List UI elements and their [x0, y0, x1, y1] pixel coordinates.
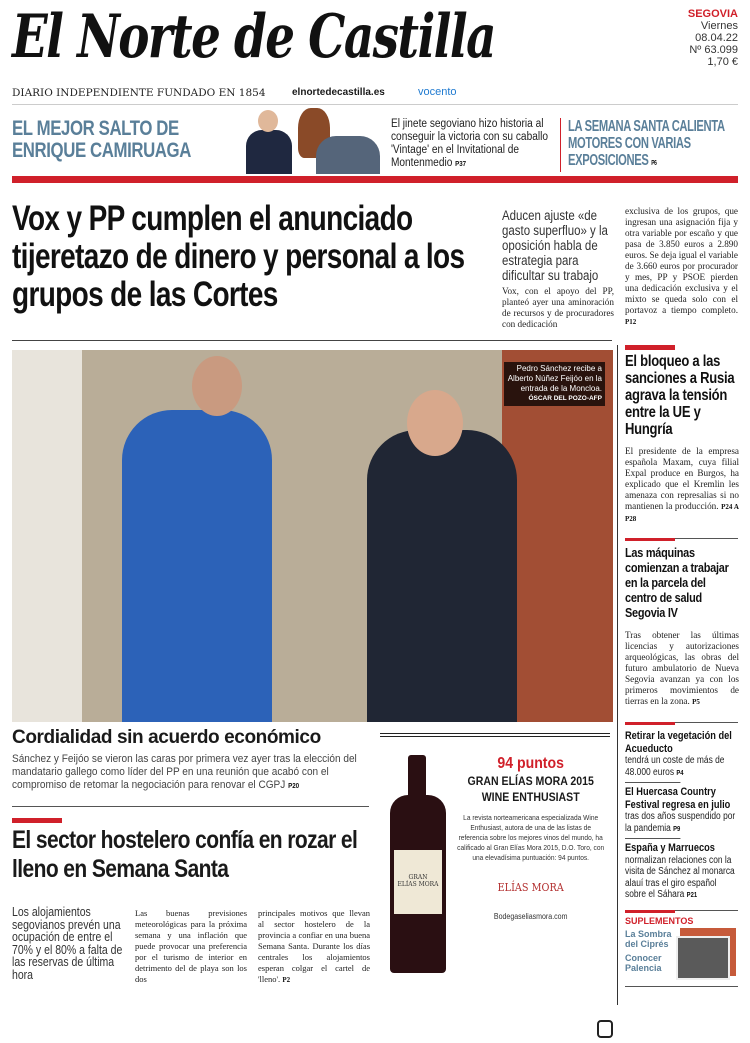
wine-ad — [455, 755, 606, 921]
brief-headline: España y Marruecos — [625, 842, 715, 854]
hosteleria-dek: Los alojamientos segovianos prevén una ocupación de entre el 70% y el 80% a falta de las reservas de última hora — [12, 905, 123, 982]
lead-body-2: exclusiva de los grupos, que ingresan una asignación fija y otra variable por escaño y que pasa de 3.850 euros a 2.890 euros. Se deja igual el variable de 3.660 euros por procurador y mes, PP y PSOE pierden una dedicación exclusiva y el mixto se queda solo con el portavoz a tiempo completo. P12 — [625, 206, 738, 326]
ad-text: La revista norteamericana especializada Wine Enthusiast, autora de una de las listas de referencia sobre los mejores vinos del mundo, ha calificado al Gran Elías Mora 2015, D.O. Toro, con una elevadísima puntuación: 94 puntos. — [457, 813, 605, 862]
lead-dek: Aducen ajuste «de gasto superfluo» y la oposición habla de estrategia para dificultar su trabajo — [502, 208, 608, 283]
teaser-headline-2: LA SEMANA SANTA CALIENTA MOTORES CON VARIAS EXPOSICIONES P6 — [568, 118, 725, 169]
photo-credit: ÓSCAR DEL POZO-AFP — [528, 395, 602, 402]
red-accent — [625, 722, 675, 725]
lead-body-1: Vox, con el apoyo del PP, planteó ayer una aminoración de recursos y de procuradores con dedicación — [502, 286, 614, 329]
ad-points: 94 puntos — [497, 755, 564, 772]
divider — [625, 986, 738, 987]
photo-story-text: Sánchez y Feijóo se vieron las caras por primera vez ayer tras la elección del mandatario gallego como líder del PP en una reunión que acabó con el compromiso de retomar la negociación para renovar el CGPJ P20 — [12, 753, 357, 791]
date: 08.04.22 — [695, 32, 738, 44]
brand-logo: ELÍAS MORA — [497, 881, 564, 894]
wine-bottle-image: GRAN ELÍAS MORA — [390, 755, 446, 973]
divider — [12, 806, 369, 807]
red-accent — [12, 818, 62, 823]
brief-text: normalizan relaciones con la visita de Sánchez al monarca alauí tras el giro español sobre el Sáhara P21 — [625, 854, 735, 900]
supplements-label: SUPLEMENTOS — [625, 916, 694, 926]
lead-headline: Vox y PP cumplen el anunciado tijeretazo de dinero y personal a los grupos de las Cortes — [12, 199, 465, 314]
weekday: Viernes — [700, 20, 738, 32]
red-accent — [625, 910, 675, 913]
teaser-text: El jinete segoviano hizo historia al conseguir la victoria con su caballo 'Vintage' en el Invitational de Montenmedio P37 — [391, 118, 548, 169]
divider — [625, 838, 680, 839]
sidebar-briefs — [625, 730, 739, 902]
divider — [12, 104, 738, 105]
issue-number: Nº 63.099 — [689, 44, 738, 56]
vocento-logo: vocento — [418, 86, 457, 98]
brief-text: tendrá un coste de más de 48.000 euros P4 — [625, 755, 725, 778]
price: 1,70 € — [707, 56, 738, 68]
rider-horse-photo — [236, 108, 384, 174]
supplement-cover — [676, 936, 730, 980]
teaser-headline: EL MEJOR SALTO DE ENRIQUE CAMIRUAGA — [12, 117, 191, 162]
sidebar-story2-headline: Las máquinas comienzan a trabajar en la parcela del centro de salud Segovia IV — [625, 545, 729, 620]
lead-photo — [12, 350, 613, 722]
page-icon — [597, 1020, 613, 1038]
red-accent — [625, 538, 675, 541]
brief-text: tras dos años suspendido por la pandemia P9 — [625, 811, 736, 834]
red-accent — [625, 345, 675, 350]
supplement-item[interactable]: Conocer Palencia — [625, 953, 662, 973]
hosteleria-body-2: principales motivos que llevan al sector hostelero de la provincia a confiar en una buena Semana Santa. Durante los días centrales los alojamientos esperan colgar el cartel de 'lleno'. P2 — [258, 908, 370, 984]
website[interactable]: elnortedecastilla.es — [292, 87, 385, 98]
tagline: DIARIO INDEPENDIENTE FUNDADO EN 1854 — [12, 87, 266, 99]
hosteleria-headline: El sector hostelero confía en rozar el lleno en Semana Santa — [12, 826, 358, 883]
divider — [380, 733, 610, 737]
hosteleria-body-1: Las buenas previsiones meteorológicas para la próxima semana y una inflación que puede provocar una preferencia por el turismo de interior en detrimento del de playa son los dos — [135, 908, 247, 984]
divider — [560, 118, 561, 172]
supplement-item[interactable]: La Sombra del Ciprés — [625, 929, 672, 949]
brief-headline: El Huercasa Country Festival regresa en julio — [625, 786, 731, 811]
red-band — [12, 176, 738, 183]
column-rule — [617, 345, 618, 1005]
ad-url[interactable]: Bodegaseliasmora.com — [493, 912, 568, 921]
ad-title: GRAN ELÍAS MORA 2015 — [467, 774, 594, 788]
sidebar-story2-text: Tras obtener las últimas licencias y autorizaciones arqueológicas, las obras del futuro ambulatorio de Nueva Segovia avanzan ya con los primeros movimientos de tierras en la zona. P5 — [625, 630, 739, 706]
sidebar-story1-text: El presidente de la empresa española Maxam, cuya filial Expal produce en Burgos, ha explicado que el Kremlin les amenaza con represalias si no mantienen la producción. P24 A P28 — [625, 446, 739, 523]
divider — [625, 782, 680, 783]
brief-headline: Retirar la vegetación del Acueducto — [625, 730, 732, 755]
divider — [12, 340, 612, 341]
sidebar-story1-headline: El bloqueo a las sanciones a Rusia agrava la tensión entre la UE y Hungría — [625, 353, 735, 438]
ad-subtitle: WINE ENTHUSIAST — [481, 790, 580, 804]
photo-story-headline: Cordialidad sin acuerdo económico — [12, 727, 321, 748]
edition-info — [688, 8, 738, 68]
masthead-logo: El Norte de Castilla — [12, 2, 495, 72]
edition-city: SEGOVIA — [687, 8, 738, 20]
photo-caption: Pedro Sánchez recibe a Alberto Núñez Feijóo en la entrada de la Moncloa. ÓSCAR DEL POZO-AFP — [504, 362, 605, 406]
